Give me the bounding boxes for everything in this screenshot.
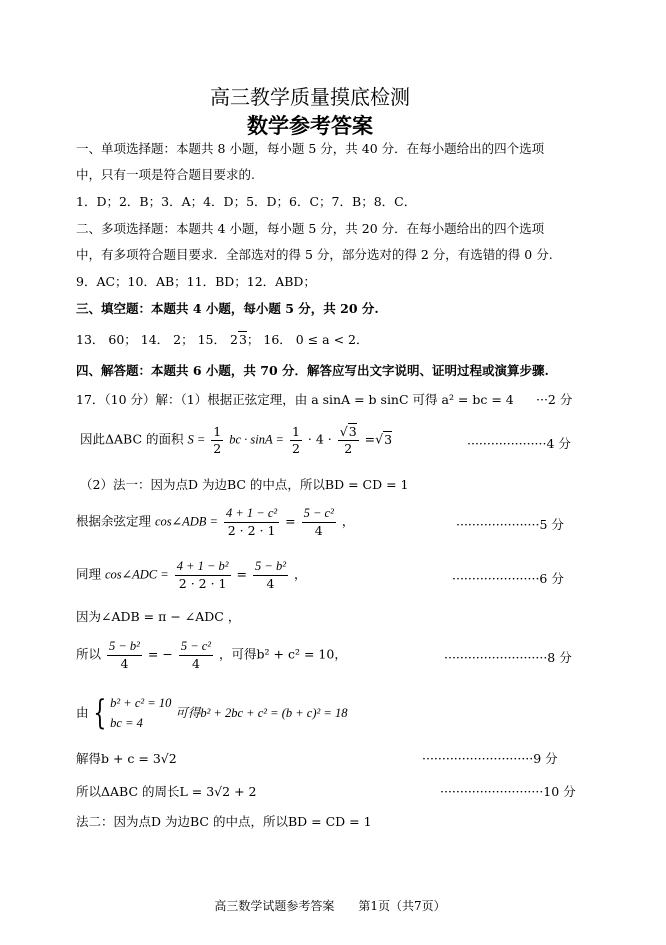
section2-line2: 中，有多项符合题目要求．全部选对的得 5 分，部分选对的得 2 分，有选错的得 0 分. (76, 247, 553, 262)
q17-cos-adc: 同理 cos∠ADC = $\frac{\text{4 + 1 − b²}}{2 \cdot 2 \cdot 1}$ = $\frac{\text{5 − b²}}{4}$ ， (76, 559, 307, 591)
q17-angle-relation: 因为∠ADB = π − ∠ADC ， (76, 609, 241, 624)
section1-line1: 一、单项选择题：本题共 8 小题，每小题 5 分，共 40 分．在每小题给出的四个选项 (76, 141, 545, 156)
q17-score2: ···2 分 (536, 392, 573, 407)
answer-15: 15． 23； (197, 332, 260, 347)
page-footer: 高三数学试题参考答案 第1页（共7页） (214, 899, 446, 913)
section1-line2: 中，只有一项是符合题目要求的. (76, 167, 255, 182)
q17-system: 由 { b² + c² = 10 bc = 4 可得b² + 2bc + c² = (b + c)² = 18 (76, 693, 348, 733)
left-brace-icon: { (92, 693, 106, 733)
q17-line1: 17．（10 分）解：（1）根据正弦定理，由 a sinA = b sinC 可得 a² = bc = 4 (76, 392, 514, 407)
section2-answers: 9．AC；10．AB；11．BD；12．ABD； (76, 274, 316, 289)
q17-score9: ····························9 分 (422, 751, 558, 766)
section1-answers: 1．D；2．B；3．A；4．D；5．D；6．C；7．B；8．C． (76, 194, 417, 209)
q17-cos-adb: 根据余弦定理 cos∠ADB = $\frac{\text{4 + 1 − c²}}{2 \cdot 2 \cdot 1}$ = $\frac{\text{5 − c²}}{4}$ ， (76, 506, 355, 538)
section4-heading: 四、解答题：本题共 6 小题，共 70 分．解答应写出文字说明、证明过程或演算步骤. (76, 363, 549, 378)
section3-heading: 三、填空题：本题共 4 小题，每小题 5 分，共 20 分. (76, 301, 379, 316)
answer-16: 16． 0 ≤ a < 2． (263, 332, 369, 347)
q17-perimeter: 所以ΔABC 的周长L = 3√2 + 2 (76, 784, 257, 799)
page-subtitle: 数学参考答案 (247, 113, 373, 138)
section2-line1: 二、多项选择题：本题共 4 小题，每小题 5 分，共 20 分．在每小题给出的四个选项 (76, 221, 545, 236)
q17-method2: 法二：因为点D 为边BC 的中点，所以BD = CD = 1 (76, 814, 372, 829)
q17-so: 所以 $\frac{\text{5 − b²}}{4}$ = − $\frac{\text{5 − c²}}{4}$ ，可得b² + c² = 10， (76, 639, 347, 671)
q17-score8: ··························8 分 (444, 650, 572, 665)
q17-score4: ····················4 分 (467, 436, 571, 451)
q17-area: 因此ΔABC 的面积 S = $\frac{1}{2}$ bc · sinA = $\frac{1}{2}$ · 4 · $\frac{√3}{2}$ =√3 (80, 424, 393, 456)
q17-score6: ······················6 分 (452, 571, 564, 586)
q17-score5: ·····················5 分 (456, 517, 564, 532)
section3-answers (76, 332, 369, 348)
page-title: 高三教学质量摸底检测 (210, 85, 410, 109)
q17-part2: （2）法一：因为点D 为边BC 的中点，所以BD = CD = 1 (80, 477, 409, 492)
q17-solve: 解得b + c = 3√2 (76, 751, 177, 766)
answer-14: 14． 2； (140, 332, 194, 347)
answer-13: 13． 60； (76, 332, 137, 347)
q17-score10: ··························10 分 (440, 784, 576, 799)
